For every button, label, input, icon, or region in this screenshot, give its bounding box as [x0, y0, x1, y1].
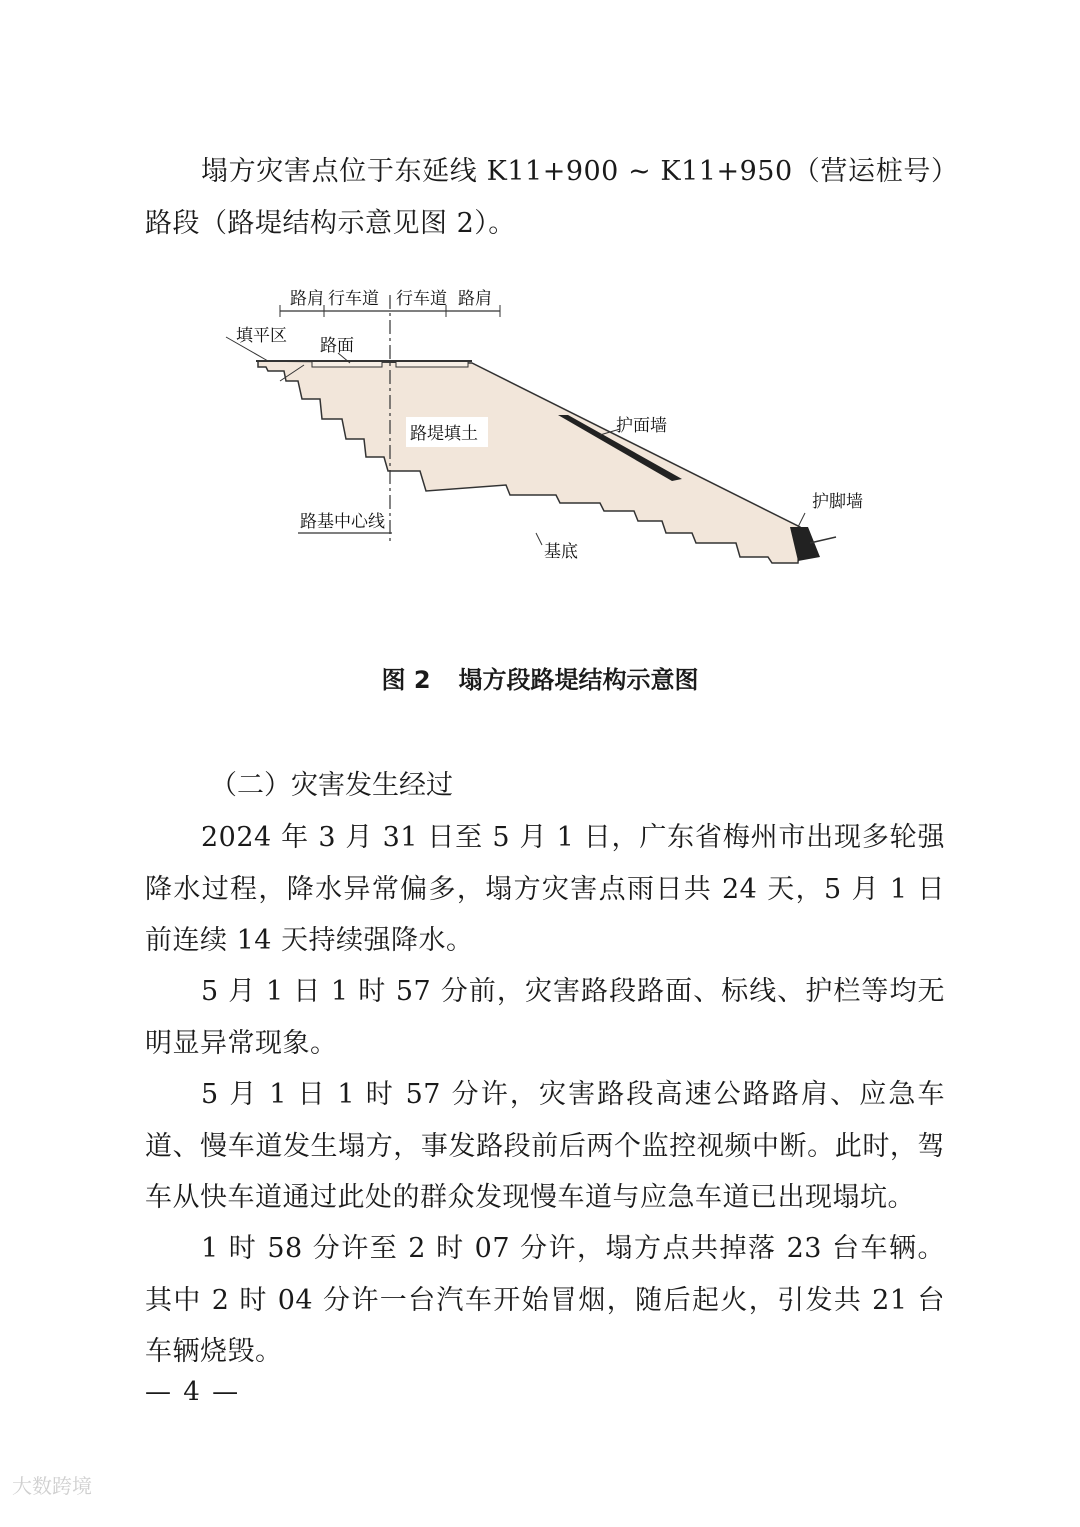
label-lane-left: 行车道 — [328, 289, 379, 309]
label-shoulder-left: 路肩 — [290, 289, 324, 309]
label-toe-wall: 护脚墙 — [812, 492, 863, 512]
section-heading: （二）灾害发生经过 — [210, 770, 453, 801]
watermark: 大数跨境 — [12, 1474, 92, 1498]
label-face-wall: 护面墙 — [616, 416, 667, 436]
page-number: — 4 — — [145, 1377, 241, 1407]
paragraph-location: 塌方灾害点位于东延线 K11+900 ~ K11+950（营运桩号）路段（路堤结构示意见图 2）。 — [145, 156, 945, 239]
paragraph-vehicles: 1 时 58 分许至 2 时 07 分许，塌方点共掉落 23 台车辆。其中 2 时 04 分许一台汽车开始冒烟，随后起火，引发共 21 台车辆烧毁。 — [145, 1233, 945, 1367]
embankment-diagram — [220, 275, 870, 575]
figure-caption-text: 塌方段路堤结构示意图 — [458, 666, 699, 694]
paragraph-before-collapse: 5 月 1 日 1 时 57 分前，灾害路段路面、标线、护栏等均无明显异常现象。 — [145, 976, 945, 1059]
label-centerline: 路基中心线 — [300, 512, 385, 532]
label-lane-right: 行车道 — [396, 289, 447, 309]
label-shoulder-right: 路肩 — [458, 289, 492, 309]
label-embankment-fill: 路堤填土 — [410, 424, 478, 444]
label-base: 基底 — [544, 542, 578, 562]
label-pavement: 路面 — [320, 336, 354, 356]
figure-caption-number: 图 2 — [381, 666, 431, 694]
paragraph-rainfall: 2024 年 3 月 31 日至 5 月 1 日，广东省梅州市出现多轮强降水过程，降水异常偏多，塌方灾害点雨日共 24 天，5 月 1 日前连续 14 天持续强降水。 — [145, 822, 945, 956]
label-fill-zone: 填平区 — [236, 326, 287, 346]
figure-caption — [0, 660, 1080, 695]
paragraph-collapse: 5 月 1 日 1 时 57 分许，灾害路段高速公路路肩、应急车道、慢车道发生塌方，事发路段前后两个监控视频中断。此时，驾车从快车道通过此处的群众发现慢车道与应急车道已出现塌坑。 — [145, 1079, 945, 1213]
